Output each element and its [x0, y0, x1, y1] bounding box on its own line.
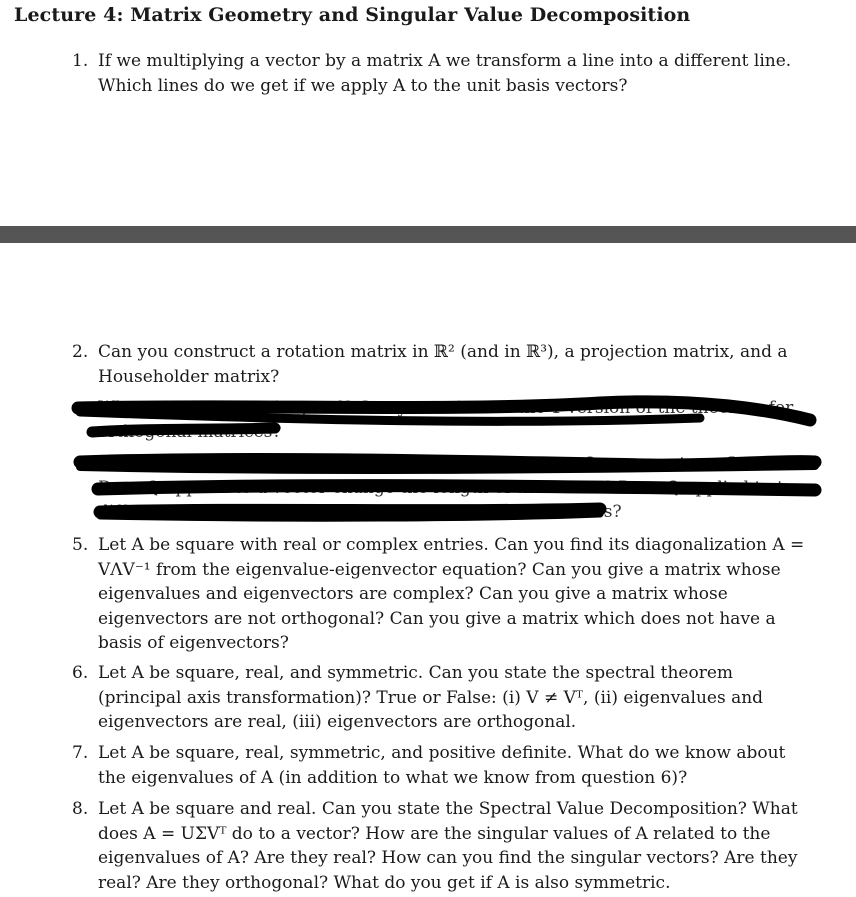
page-title: Lecture 4: Matrix Geometry and Singular Value Decomposition [14, 4, 691, 26]
question-number: 1. [72, 51, 89, 71]
question-text: Let A be square with real or complex entries. Can you find its diagonalization A = VΛV⁻¹ from the eigenvalue-eigenvector equation? Can you give a matrix whose eigenvalues and eigenvectors are complex? Can you give a matrix whose eigenvectors are not orthogonal? Can you give a matrix which does not have a basis of eigenvectors? [98, 535, 805, 653]
question-5 [72, 533, 816, 656]
question-8 [72, 797, 816, 895]
redacted-text-line: When is a matrix orthogonal? Can you write out the 1 version of the theorem for [98, 398, 794, 418]
question-number: 2. [72, 342, 89, 362]
redacted-text-line: orthogonal matrices? [98, 422, 282, 442]
redaction-stroke [98, 486, 815, 490]
redacted-text-line: When does a matrix Q represent a rotation? When does Q represent a reflection. [98, 454, 795, 474]
question-text: If we multiplying a vector by a matrix A we transform a line into a different line. Which lines do we get if we apply A to the unit basis vectors? [98, 51, 792, 96]
question-text: Let A be square, real, symmetric, and positive definite. What do we know about the eigenvalues of A (in addition to what we know from question 6)? [98, 743, 786, 788]
redacted-text-line: different vectors change the angle between the two vectors? [98, 502, 622, 522]
redaction-stroke [100, 509, 600, 512]
redacted-text-line: Does Q applied to a vector change the length of the vector? Does Q applied to two [98, 478, 809, 498]
redaction-stroke [92, 428, 275, 432]
question-number: 7. [72, 743, 89, 763]
question-text: Let A be square, real, and symmetric. Can you state the spectral theorem (principal axis transformation)? True or False: (i) V ≠ Vᵀ, (ii) eigenvalues and eigenvectors are real, (iii) eigenvectors are orthogonal. [98, 663, 764, 732]
question-6 [72, 661, 816, 735]
question-number: 6. [72, 663, 89, 683]
question-text: Let A be square and real. Can you state the Spectral Value Decomposition? What does A = UΣVᵀ do to a vector? How are the singular values of A related to the eigenvalues of A? Are they real? How can you find the singular vectors? Are they real? Are they orthogonal? What do you get if A is also symmetric. [98, 799, 798, 893]
question-text: Can you construct a rotation matrix in ℝ² (and in ℝ³), a projection matrix, and a Householder matrix? [98, 342, 788, 387]
question-number: 5. [72, 535, 89, 555]
question-7 [72, 741, 816, 790]
question-number: 8. [72, 799, 89, 819]
redaction-stroke [80, 466, 815, 470]
